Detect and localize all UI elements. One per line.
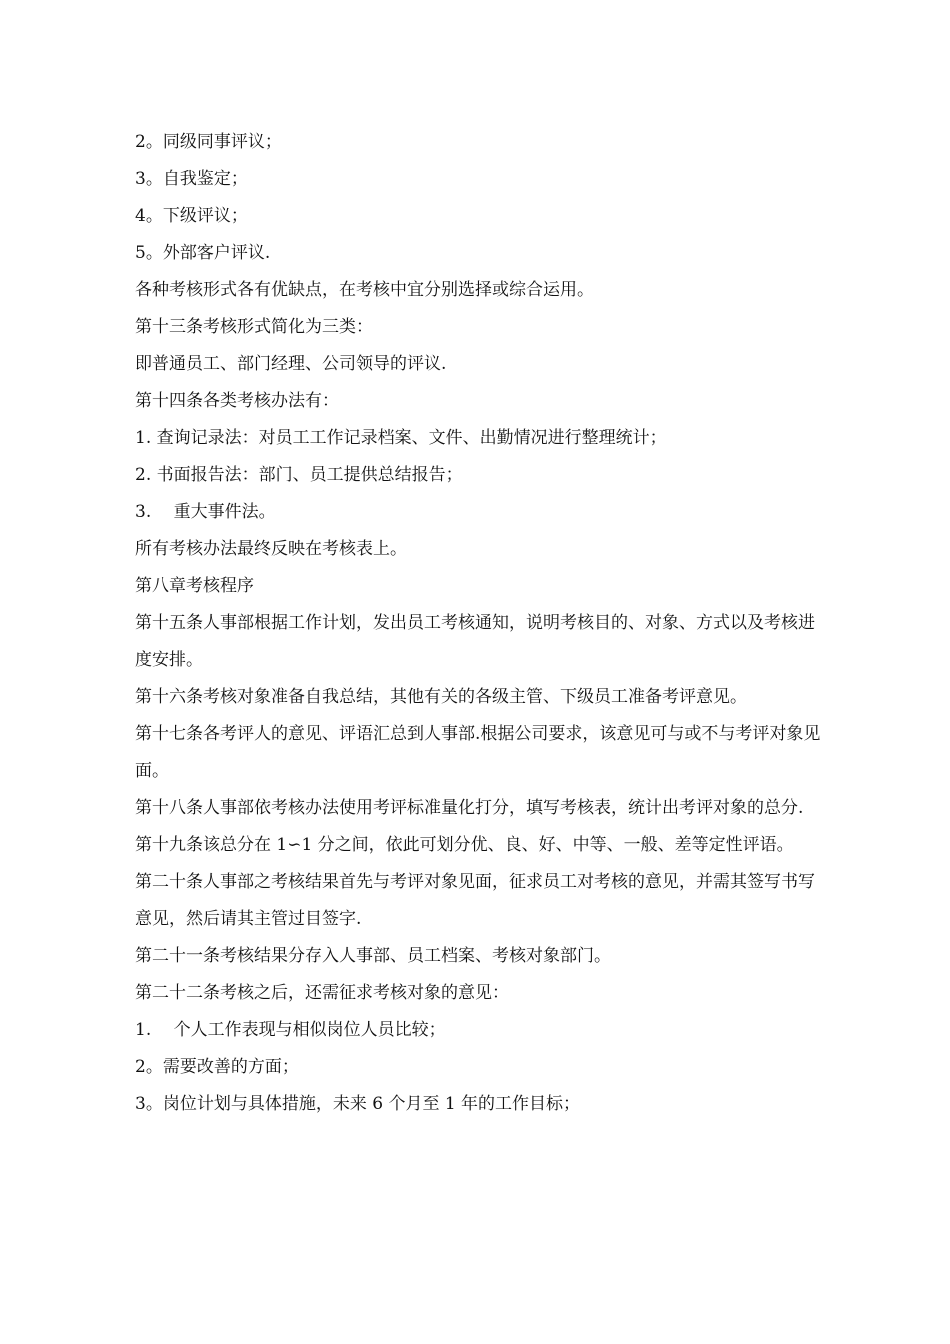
paragraph: 所有考核办法最终反映在考核表上。 <box>135 539 407 559</box>
paragraph: 第二十二条考核之后，还需征求考核对象的意见： <box>135 983 509 1003</box>
paragraph: 2. 书面报告法：部门、员工提供总结报告； <box>135 465 463 485</box>
paragraph: 第十三条考核形式简化为三类： <box>135 317 373 337</box>
paragraph: 3。自我鉴定； <box>135 169 248 189</box>
paragraph: 即普通员工、部门经理、公司领导的评议. <box>135 354 447 374</box>
paragraph: 第十九条该总分在 1∽1 分之间，依此可划分优、良、好、中等、一般、差等定性评语。 <box>135 835 794 855</box>
paragraph: 1. 查询记录法：对员工工作记录档案、文件、出勤情况进行整理统计； <box>135 428 667 448</box>
paragraph: 1. 个人工作表现与相似岗位人员比较； <box>135 1020 446 1040</box>
paragraph: 第十七条各考评人的意见、评语汇总到人事部.根据公司要求，该意见可与或不与考评对象见面。 <box>135 724 821 781</box>
paragraph: 5。外部客户评议. <box>135 243 271 263</box>
document-body <box>135 124 825 1123</box>
paragraph: 第十四条各类考核办法有： <box>135 391 339 411</box>
paragraph: 各种考核形式各有优缺点，在考核中宜分别选择或综合运用。 <box>135 280 594 300</box>
paragraph: 3. 重大事件法。 <box>135 502 276 522</box>
paragraph: 4。下级评议； <box>135 206 248 226</box>
paragraph: 第二十条人事部之考核结果首先与考评对象见面，征求员工对考核的意见，并需其签写书写意见，然后请其主管过目签字. <box>135 872 815 929</box>
paragraph: 3。岗位计划与具体措施，未来 6 个月至 1 年的工作目标； <box>135 1094 581 1114</box>
paragraph: 第十六条考核对象准备自我总结，其他有关的各级主管、下级员工准备考评意见。 <box>135 687 747 707</box>
paragraph: 第十五条人事部根据工作计划，发出员工考核通知，说明考核目的、对象、方式以及考核进度安排。 <box>135 613 815 670</box>
paragraph: 第十八条人事部依考核办法使用考评标准量化打分，填写考核表，统计出考评对象的总分. <box>135 798 804 818</box>
paragraph: 第二十一条考核结果分存入人事部、员工档案、考核对象部门。 <box>135 946 611 966</box>
paragraph: 2。同级同事评议； <box>135 132 282 152</box>
chapter-heading: 第八章考核程序 <box>135 576 254 596</box>
paragraph: 2。需要改善的方面； <box>135 1057 299 1077</box>
